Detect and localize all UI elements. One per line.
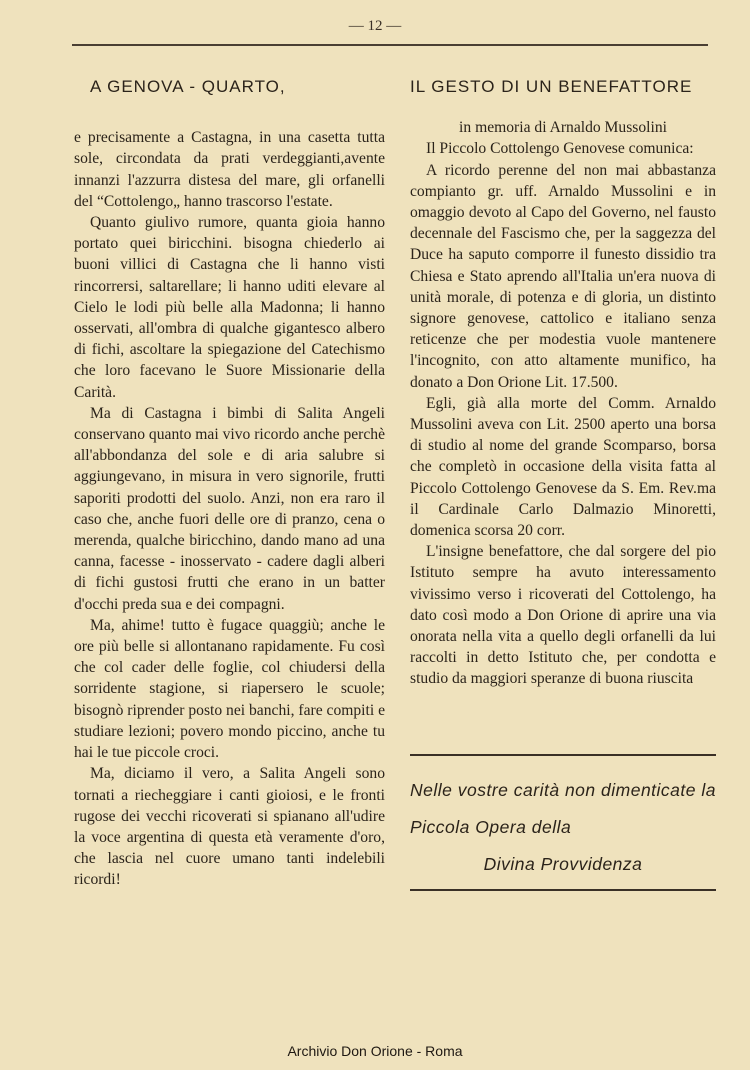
left-paragraph: Ma, ahime! tutto è fugace quaggiù; anche le ore più belle si allontanano rapidamente. Fu così che col cader delle foglie, col chiudersi della sorridente stagione, si riapersero le scuole; bisognò riprender posto nei banchi, fare compiti e studiare lezioni; povero mondo piccino, anche tu hai le tue piccole croci. <box>74 616 385 762</box>
left-paragraph: Ma di Castagna i bimbi di Salita Angeli conservano quanto mai vivo ricordo anche perchè all'abbondanza del sole e di aria salubre si aggiungevano, in misura in vero signorile, frutti saporiti prodotti del suolo. Anzi, non era raro il caso che, anche fuori delle ore di pranzo, cena o merenda, qualche biricchino, dando mano ad una canna, facesse - inosservato - cadere dagli alberi di fichi gustosi frutti che erano in un batter d'occhi preda sua e dei compagni. <box>74 404 385 613</box>
page-number: — 12 — <box>348 18 402 34</box>
notice-text-end: Divina Provvidenza <box>483 853 643 874</box>
header-rule <box>72 44 708 46</box>
right-paragraph: L'insigne benefattore, che dal sorgere del pio Istituto sempre ha avuto interessamento vivissimo verso i ricoverati del Cottolengo, ha dato così modo a Don Orione di aprire una via onorata nella vita a quello degli orfanelli da lui raccolti in detto Istituto che, per condotta e studio da maggiori speranze di buona riuscita <box>410 543 716 688</box>
notice-box <box>410 772 716 883</box>
left-paragraph: e precisamente a Castagna, in una casetta tutta sole, circondata da prati verdeggianti,avente innanzi l'azzurra distesa del mare, gli orfanelli del “Cottolengo„ hanno trascorso l'estate. <box>74 129 385 210</box>
right-paragraph: A ricordo perenne del non mai abbastanza compianto gr. uff. Arnaldo Mussolini e in omaggio devoto al Capo del Governo, nel fausto decennale del Fascismo che, per la saggezza del Duce ha saputo comporre il funesto dissidio tra Chiesa e Stato aprendo all'Italia un'era nuova di unità morale, di potenza e di gloria, un distinto signore genovese, cattolico e italiano senza reticenze che per modestia vuole mantenere l'incognito, con atto altamente munifico, ha donato a Don Orione Lit. 17.500. <box>410 161 716 391</box>
left-heading: A GENOVA - QUARTO, <box>90 77 286 96</box>
archive-footer: Archivio Don Orione - Roma <box>287 1043 463 1059</box>
notice-rule-top <box>410 754 716 766</box>
notice-text: Nelle vostre carità non dimenticate la Piccola Opera della <box>410 779 716 837</box>
left-column <box>74 76 385 891</box>
left-paragraph: Quanto giulivo rumore, quanta gioia hanno portato quei biricchini. bisogna chiederlo ai buoni villici di Castagna che li hanno visti rincorrersi, saltarellare; li hanno uditi elevare al Cielo le lodi più belle alla Madonna; li hanno osservati, all'ombra di qualche gigantesco albero di fichi, ascoltare la spiegazione del Catechismo che loro facevano le Suore Missionarie della Carità. <box>74 214 385 401</box>
notice-rule-bottom <box>410 889 716 901</box>
right-subheading: in memoria di Arnaldo Mussolini <box>459 119 667 137</box>
right-heading: IL GESTO DI UN BENEFATTORE <box>410 77 693 96</box>
right-paragraph: Il Piccolo Cottolengo Genovese comunica: <box>426 140 694 158</box>
right-paragraph: Egli, già alla morte del Comm. Arnaldo Mussolini aveva con Lit. 2500 aperto una borsa di studio al nome del grande Scomparso, borsa che completò in occasione della visita fatta al Piccolo Cottolengo Genovese da S. Em. Rev.ma il Cardinale Carlo Dalmazio Minoretti, domenica scorsa 20 corr. <box>410 394 716 540</box>
right-column <box>410 76 716 901</box>
left-paragraph: Ma, diciamo il vero, a Salita Angeli sono tornati a riecheggiare i canti gioiosi, e le fronti rugose dei vecchi ricoverati si spianano all'udire la voce argentina di questa età veramente d'oro, che lascia nel cuore umano tanti indelebili ricordi! <box>74 765 385 889</box>
